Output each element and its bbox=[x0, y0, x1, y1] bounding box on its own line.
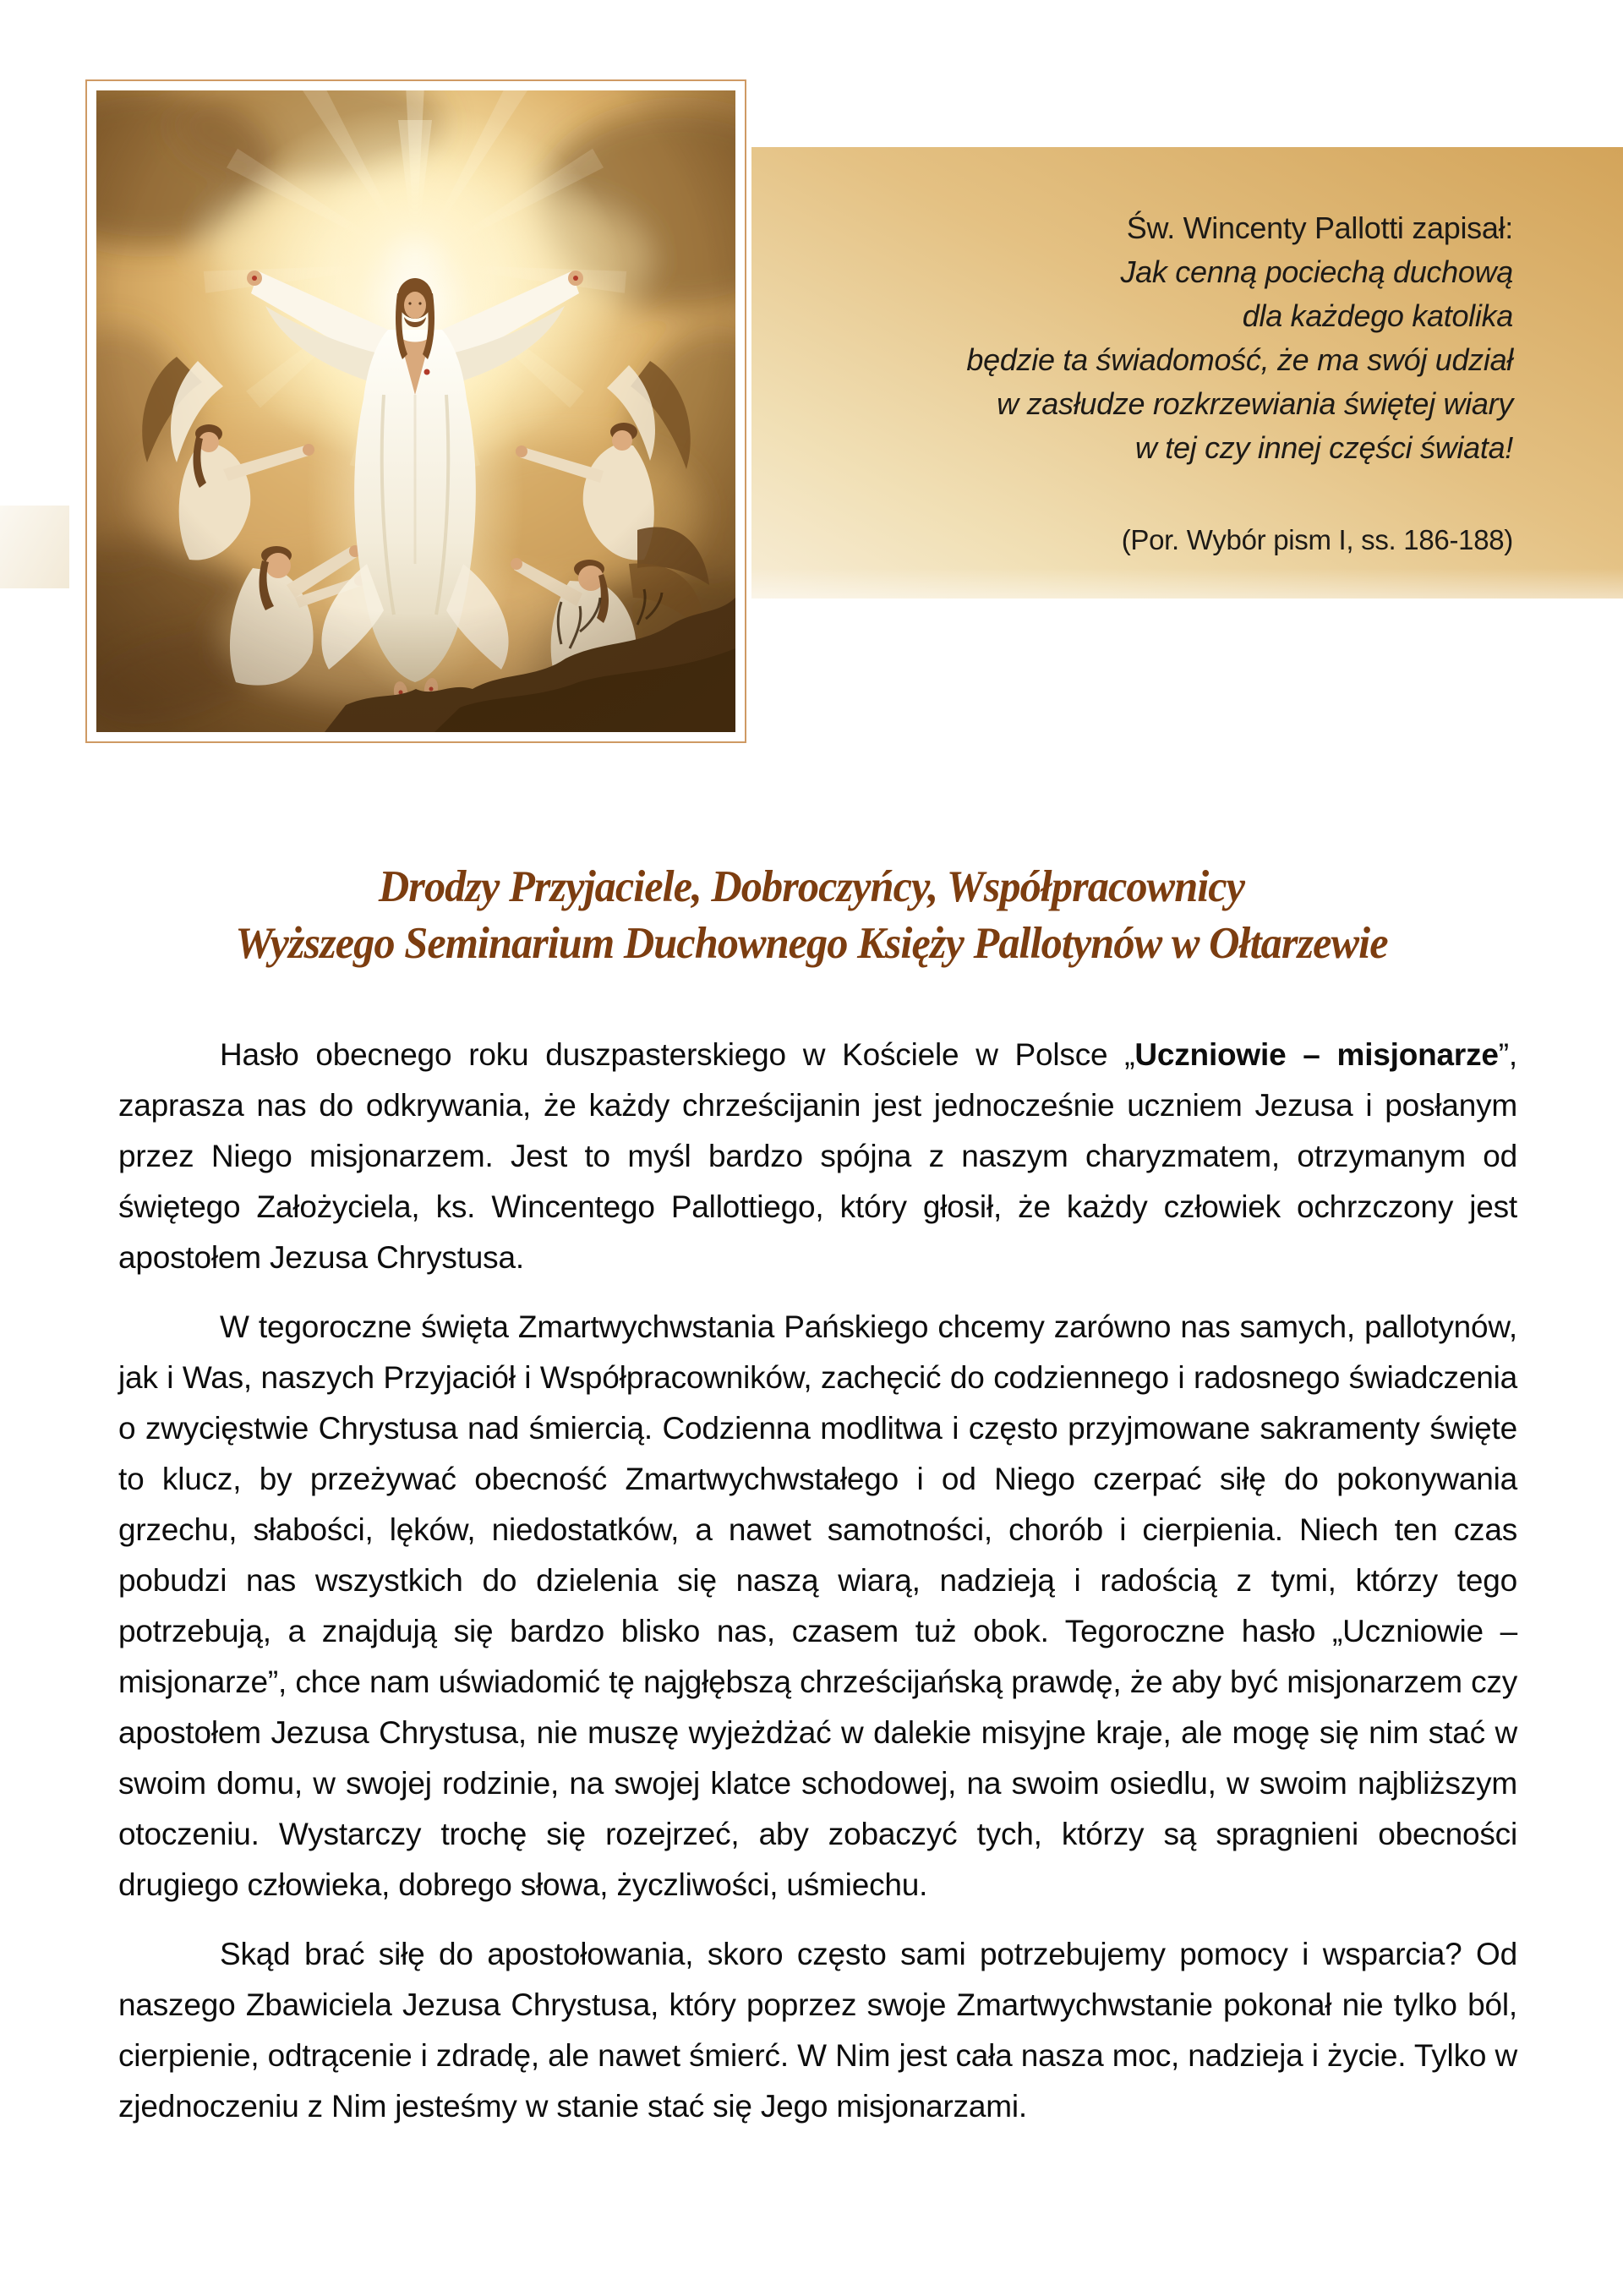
letter-body bbox=[118, 1030, 1517, 2151]
heading-line-2: Wyższego Seminarium Duchownego Księży Pallotynów w Ołtarzewie bbox=[235, 919, 1388, 968]
paragraph-1-bold: Uczniowie – misjonarze bbox=[1134, 1037, 1499, 1072]
paragraph-2: W tegoroczne święta Zmartwychwstania Pańskiego chcemy zarówno nas samych, pallotynów, jak i Was, naszych Przyjaciół i Współpracowników, zachęcić do codziennego i radosnego świadczenia o zwycięstwie Chrystusa nad śmiercią. Codzienna modlitwa i często przyjmowane sakramenty święte to klucz, by przeżywać obecność Zmartwychwstałego i od Niego czerpać siłę do pokonywania grzechu, słabości, lęków, niedostatków, a nawet samotności, chorób i cierpienia. Niech ten czas pobudzi nas wszystkich do dzielenia się naszą wiarą, nadzieją i radością z tymi, którzy tego potrzebują, a znajdują się bardzo blisko nas, czasem tuż obok. Tegoroczne hasło „Uczniowie – misjonarze”, chce nam uświadomić tę najgłębszą chrześcijańską prawdę, że aby być misjonarzem czy apostołem Jezusa Chrystusa, nie muszę wyjeżdżać w dalekie misyjne kraje, ale mogę się nim stać w swoim domu, w swojej rodzinie, na swojej klatce schodowej, na swoim osiedlu, w swoim najbliższym otoczeniu. Wystarczy trochę się rozejrzeć, aby zobaczyć tych, którzy są spragnieni obecności drugiego człowieka, dobrego słowa, życzliwości, uśmiechu. bbox=[118, 1309, 1517, 1902]
paragraph-3: Skąd brać siłę do apostołowania, skoro często sami potrzebujemy pomocy i wsparcia? Od naszego Zbawiciela Jezusa Chrystusa, który poprzez swoje Zmartwychwstanie pokonał nie tylko ból, cierpienie, odtrącenie i zdradę, ale nawet śmierć. W Nim jest cała nasza moc, nadzieja i życie. Tylko w zjednoczeniu z Nim jesteśmy w stanie stać się Jego misjonarzami. bbox=[118, 1937, 1517, 2124]
quote-line-3: będzie ta świadomość, że ma swój udział bbox=[966, 342, 1513, 377]
vignette bbox=[96, 90, 735, 732]
paragraph-1 bbox=[118, 1030, 1517, 1283]
resurrection-painting-art bbox=[96, 90, 735, 732]
quote-line-4: w zasłudze rozkrzewiania świętej wiary bbox=[997, 386, 1513, 421]
resurrection-painting bbox=[85, 79, 746, 743]
quote-attribution: Św. Wincenty Pallotti zapisał: bbox=[1126, 210, 1513, 245]
left-gradient-band bbox=[0, 506, 69, 588]
quote-line-5: w tej czy innej części świata! bbox=[1134, 430, 1513, 465]
quote-citation: (Por. Wybór pism I, ss. 186-188) bbox=[1121, 524, 1513, 555]
paragraph-1-pre: Hasło obecnego roku duszpasterskiego w Kościele w Polsce „ bbox=[220, 1037, 1135, 1072]
paragraph-1-post: ”, zaprasza nas do odkrywania, że każdy chrześcijanin jest jednocześnie uczniem Jezusa i posłanym przez Niego misjonarzem. Jest to myśl bardzo spójna z naszym charyzmatem, otrzymanym od świętego Założyciela, ks. Wincentego Pallottiego, który głosił, że każdy człowiek ochrzczony jest apostołem Jezusa Chrystusa. bbox=[118, 1037, 1517, 1275]
heading-line-1: Drodzy Przyjaciele, Dobroczyńcy, Współpracownicy bbox=[378, 862, 1245, 911]
quote-line-1: Jak cenną pociechą duchową bbox=[1120, 254, 1513, 289]
quote-line-2: dla każdego katolika bbox=[1242, 298, 1513, 333]
quote-block bbox=[751, 147, 1623, 560]
letter-heading bbox=[0, 859, 1623, 972]
quote-panel bbox=[751, 147, 1623, 599]
